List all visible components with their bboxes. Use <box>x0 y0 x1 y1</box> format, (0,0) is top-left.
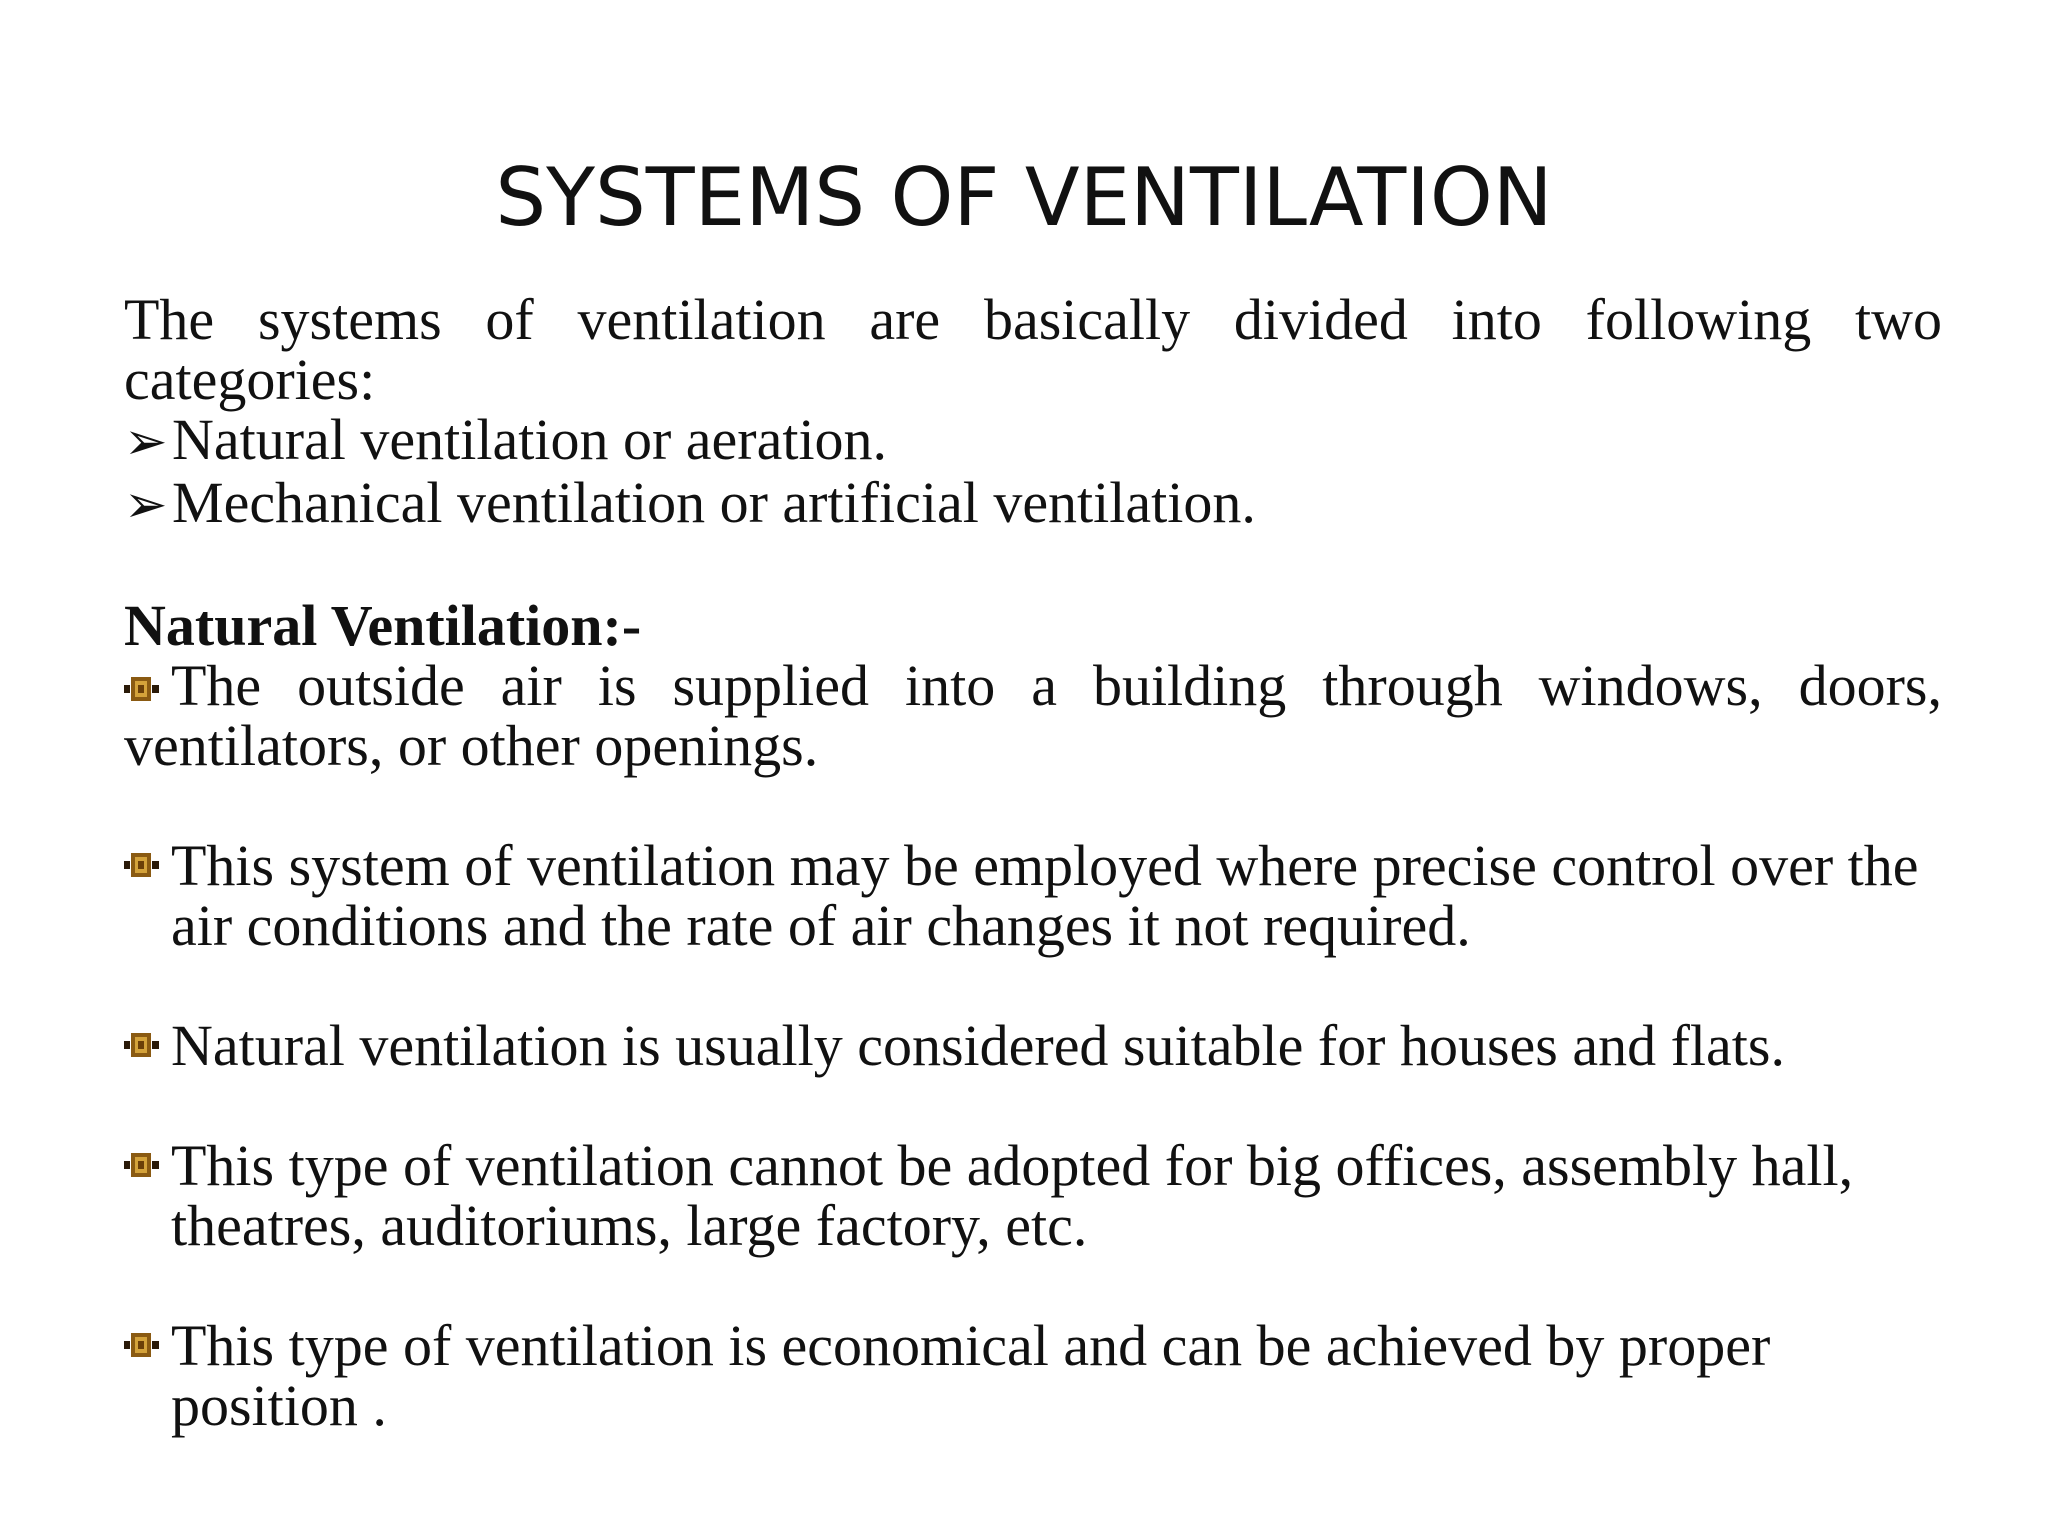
bullet-item <box>124 653 1942 778</box>
bullet-item <box>124 1313 1942 1438</box>
bullet-text: Natural ventilation is usually considered suitable for houses and flats. <box>171 1013 1785 1078</box>
section-heading: Natural Ventilation:- <box>124 593 642 658</box>
slide-body <box>124 287 1942 1438</box>
bullet-text: This system of ventilation may be employed where precise control over the air conditions and the rate of air changes it not required. <box>171 833 1919 958</box>
ornament-bullet-icon <box>124 1031 171 1061</box>
arrow-bullet-icon: ➢ <box>124 477 168 534</box>
bullet-item <box>124 833 1942 958</box>
ornament-bullet-icon <box>124 1331 171 1361</box>
category-item-natural <box>124 407 1942 473</box>
spacer <box>124 1076 1942 1136</box>
spacer <box>124 536 1942 596</box>
bullet-text: This type of ventilation cannot be adopted for big offices, assembly hall, theatres, auditoriums, large factory, etc. <box>171 1133 1854 1258</box>
category-item-mechanical <box>124 470 1942 536</box>
spacer <box>124 956 1942 1016</box>
spacer <box>124 776 1942 836</box>
bullet-text: The outside air is supplied into a building through windows, doors, ventilators, or other openings. <box>124 653 1942 778</box>
arrow-bullet-icon: ➢ <box>124 414 168 471</box>
slide-title: SYSTEMS OF VENTILATION <box>495 151 1553 244</box>
bullet-item <box>124 1013 1942 1078</box>
bullet-item <box>124 1133 1942 1258</box>
ornament-bullet-icon <box>124 675 171 705</box>
category-label: Natural ventilation or aeration. <box>172 407 888 472</box>
spacer <box>124 1256 1942 1316</box>
intro-paragraph: The systems of ventilation are basically divided into following two categories: <box>124 287 1942 412</box>
ornament-bullet-icon <box>124 1151 171 1181</box>
ornament-bullet-icon <box>124 851 171 881</box>
bullet-text: This type of ventilation is economical and can be achieved by proper position . <box>171 1313 1771 1438</box>
category-label: Mechanical ventilation or artificial ventilation. <box>172 470 1256 535</box>
